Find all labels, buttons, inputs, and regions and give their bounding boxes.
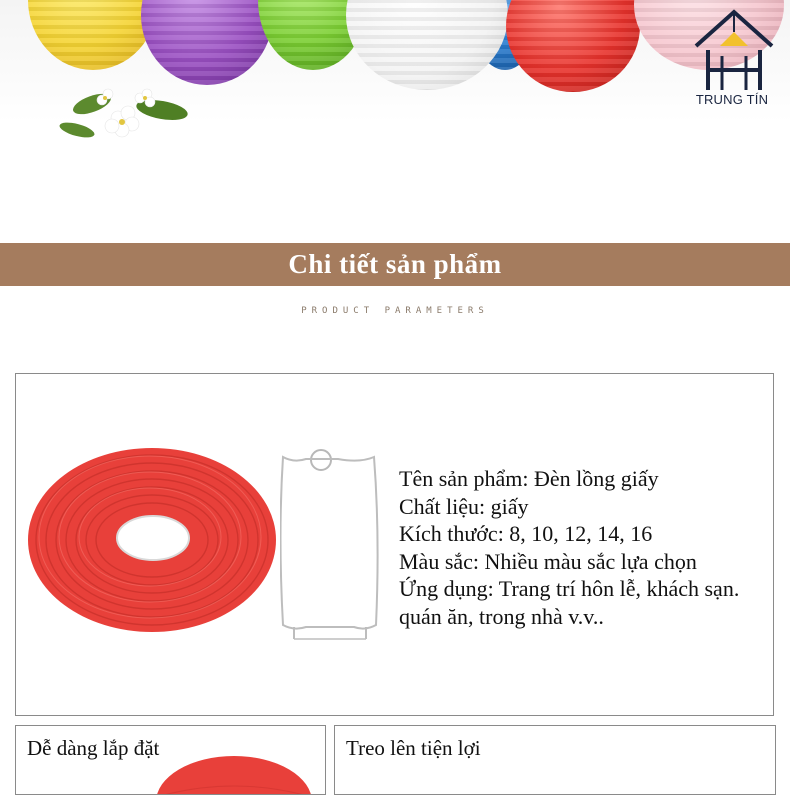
section-title: Chi tiết sản phẩm <box>0 243 790 286</box>
feature-easy-install-label: Dễ dàng lắp đặt <box>27 736 160 760</box>
yellow-lantern <box>28 0 158 70</box>
spec-material: Chất liệu: giấy <box>399 493 529 519</box>
feature-easy-install <box>15 725 326 795</box>
section-subtitle: PRODUCT PARAMETERS <box>301 306 489 316</box>
spec-colors: Màu sắc: Nhiều màu sắc lựa chọn <box>399 548 697 574</box>
hero-banner <box>0 0 790 175</box>
spec-applications-cont: quán ăn, trong nhà v.v.. <box>399 603 604 629</box>
feature-easy-hang <box>334 725 776 795</box>
red-lantern <box>506 0 640 92</box>
spec-sizes: Kích thước: 8, 10, 12, 14, 16 <box>399 521 653 546</box>
white-lantern <box>346 0 508 90</box>
feature-easy-hang-label: Treo lên tiện lợi <box>346 736 481 760</box>
jasmine-flower-decoration <box>52 82 192 152</box>
folded-red-lantern-image <box>26 445 278 635</box>
wire-frame-image <box>280 445 385 645</box>
spec-product-name: Tên sản phẩm: Đèn lồng giấy <box>399 466 659 491</box>
purple-lantern <box>141 0 273 85</box>
red-lantern-image <box>154 756 314 795</box>
product-specs <box>399 465 789 630</box>
brand-name: TRUNG TÍN <box>695 92 769 107</box>
spec-applications: Ứng dụng: Trang trí hôn lễ, khách sạn. <box>399 576 740 601</box>
